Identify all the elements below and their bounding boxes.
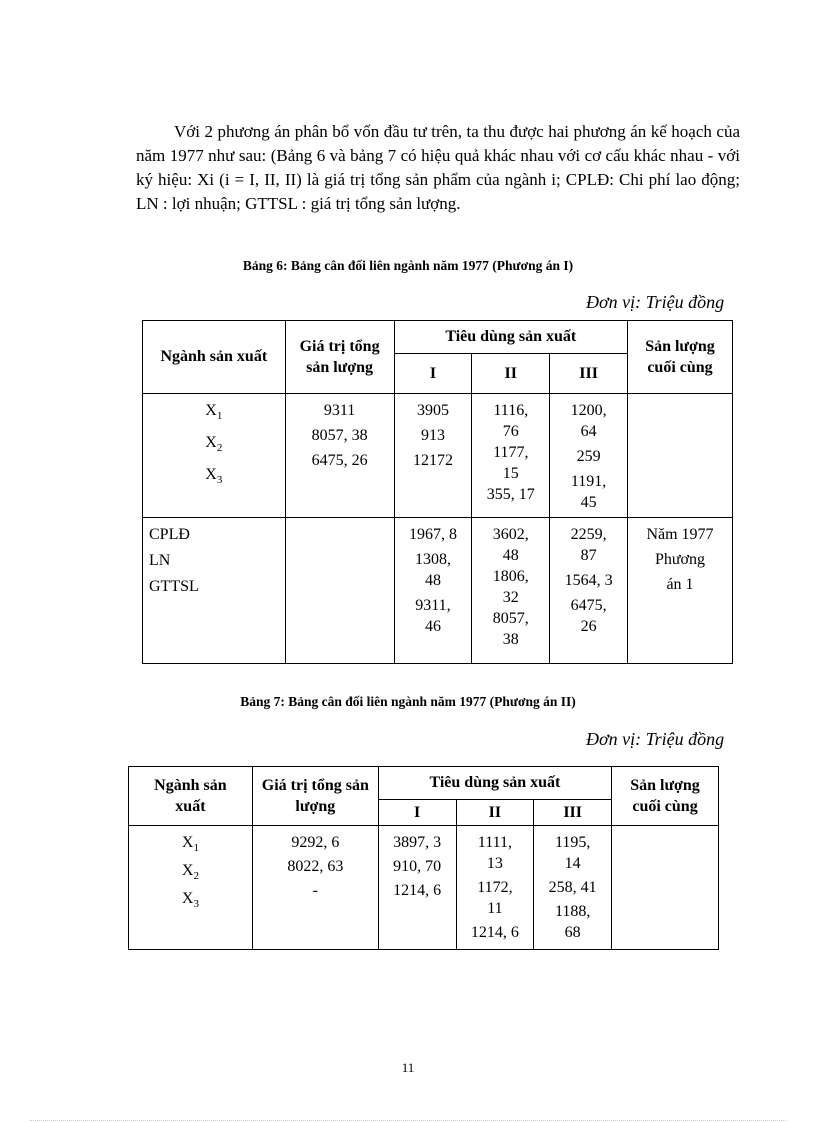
t7-final-empty bbox=[612, 826, 719, 950]
t6-col3-line: 259 bbox=[576, 448, 601, 465]
x2-label: $X_2$ bbox=[205, 434, 223, 455]
x3-label: $X_3$ bbox=[205, 466, 223, 487]
t6-col1-x2: 913 bbox=[420, 427, 445, 444]
t6-bottom-col3-line: 2259, bbox=[570, 526, 607, 543]
t7-header-col3: III bbox=[534, 800, 612, 826]
t7-header-consumption: Tiêu dùng sản xuất bbox=[378, 767, 611, 800]
t6-bottom-col2-line: 3602, bbox=[492, 526, 529, 543]
t7-gross-x3: - bbox=[312, 882, 318, 899]
t7-header-gross: Giá trị tổng sản lượng bbox=[252, 767, 378, 826]
intro-paragraph: Với 2 phương án phân bổ vốn đầu tư trên, ta thu được hai phương án kế hoạch của năm 1977 như sau: (Bảng 6 và bảng 7 có hiệu quả khác nhau với cơ cấu khác nhau - với ký hiệu: Xi (i = I, II, II) là giá trị tổng sản phẩm của ngành i; CPLĐ: Chi phí lao động; LN : lợi nhuận; GTTSL : giá trị tổng sản lượng. bbox=[136, 122, 740, 213]
x2-label: $X_2$ bbox=[181, 862, 199, 883]
t6-col2-line: 76 bbox=[502, 423, 519, 440]
t6-gross-x1: 9311 bbox=[323, 402, 356, 419]
footer-divider bbox=[30, 1120, 786, 1121]
t7-col2-line: 1111, bbox=[477, 834, 513, 851]
t6-bottom-col2-line: 32 bbox=[502, 589, 519, 606]
t6-col3-values bbox=[550, 394, 628, 518]
t7-x-labels bbox=[129, 826, 253, 950]
t6-bottom-col3-line: 1564, 3 bbox=[564, 572, 613, 589]
t6-final-empty bbox=[628, 394, 733, 518]
t6-bottom-col3-line: 87 bbox=[580, 547, 597, 564]
t7-col1-values bbox=[378, 826, 456, 950]
t7-gross-x1: 9292, 6 bbox=[291, 834, 340, 851]
t6-col2-values bbox=[472, 394, 550, 518]
t7-col1-x3: 1214, 6 bbox=[393, 882, 442, 899]
t7-col3-line: 68 bbox=[564, 924, 581, 941]
t7-col3-values bbox=[534, 826, 612, 950]
x1-label: $X_1$ bbox=[181, 834, 199, 855]
t6-x-labels bbox=[143, 394, 286, 518]
t6-bottom-col2-line: 8057, bbox=[492, 610, 529, 627]
cpld-label: CPLĐ bbox=[149, 526, 190, 543]
t6-bottom-col2-line: 48 bbox=[502, 547, 519, 564]
t6-col3-line: 64 bbox=[580, 423, 597, 440]
table6 bbox=[142, 320, 733, 664]
table7-caption: Bảng 7: Bảng cân đối liên ngành năm 1977 (Phương án II) bbox=[240, 694, 576, 709]
t6-bottom-col1 bbox=[394, 518, 472, 664]
t7-col2-line: 1172, bbox=[477, 879, 513, 896]
t6-bottom-col2-line: 1806, bbox=[492, 568, 529, 585]
t6-bottom-col1-line: 46 bbox=[424, 618, 441, 635]
t6-bottom-col3 bbox=[550, 518, 628, 664]
t6-header-col3: III bbox=[550, 354, 628, 394]
t7-header-final: Sản lượng cuối cùng bbox=[612, 767, 719, 826]
t7-col2-line: 11 bbox=[487, 900, 503, 917]
t6-bottom-final-line: Phương bbox=[654, 551, 706, 568]
t7-col3-line: 1195, bbox=[554, 834, 591, 851]
table6-caption: Bảng 6: Bảng cân đối liên ngành năm 1977 (Phương án I) bbox=[242, 258, 574, 273]
table7 bbox=[128, 766, 719, 950]
t6-bottom-col1-line: 1308, bbox=[414, 551, 451, 568]
t7-col3-line: 258, 41 bbox=[548, 879, 597, 896]
t6-col3-line: 1200, bbox=[570, 402, 607, 419]
t6-col1-values bbox=[394, 394, 472, 518]
t6-header-col1: I bbox=[394, 354, 472, 394]
ln-label: LN bbox=[149, 552, 171, 569]
t7-header-col2: II bbox=[456, 800, 534, 826]
t7-col3-line: 1188, bbox=[554, 903, 591, 920]
t7-header-col1: I bbox=[378, 800, 456, 826]
t6-bottom-col2 bbox=[472, 518, 550, 664]
t7-col3-line: 14 bbox=[564, 855, 581, 872]
t6-col2-line: 15 bbox=[502, 465, 519, 482]
t6-gross-x2: 8057, 38 bbox=[311, 427, 368, 444]
t6-col1-x3: 12172 bbox=[412, 452, 453, 469]
t6-header-gross: Giá trị tổng sản lượng bbox=[285, 321, 394, 394]
x1-label: $X_1$ bbox=[205, 402, 223, 423]
t6-bottom-gross-empty bbox=[285, 518, 394, 664]
t6-bottom-labels bbox=[143, 518, 286, 664]
t7-col2-line: 1214, 6 bbox=[470, 924, 519, 941]
t6-bottom-final bbox=[628, 518, 733, 664]
t7-col2-values bbox=[456, 826, 534, 950]
t6-gross-x3: 6475, 26 bbox=[311, 452, 368, 469]
t6-col2-line: 1177, bbox=[493, 444, 529, 461]
t6-col2-line: 355, 17 bbox=[486, 486, 535, 503]
page-number: 11 bbox=[401, 1060, 415, 1075]
t6-bottom-col1-line: 1967, 8 bbox=[408, 526, 457, 543]
t7-header-sector: Ngành sản xuất bbox=[129, 767, 253, 826]
t6-bottom-col2-line: 38 bbox=[502, 631, 519, 648]
t7-gross-values bbox=[252, 826, 378, 950]
t6-col1-x1: 3905 bbox=[416, 402, 449, 419]
t6-bottom-col3-line: 6475, bbox=[570, 597, 607, 614]
t6-header-col2: II bbox=[472, 354, 550, 394]
t6-bottom-col1-line: 9311, bbox=[415, 597, 451, 614]
table6-unit: Đơn vị: Triệu đồng bbox=[586, 292, 725, 312]
x3-label: $X_3$ bbox=[181, 890, 199, 911]
t7-col1-x2: 910, 70 bbox=[393, 858, 442, 875]
t6-col3-line: 1191, bbox=[570, 473, 607, 490]
t6-col3-line: 45 bbox=[580, 494, 597, 511]
gttsl-label: GTTSL bbox=[149, 578, 199, 595]
t6-bottom-final-line: Năm 1977 bbox=[646, 526, 714, 543]
t6-bottom-final-line: án 1 bbox=[666, 576, 694, 593]
t6-bottom-col1-line: 48 bbox=[424, 572, 441, 589]
t6-header-sector: Ngành sản xuất bbox=[143, 321, 286, 394]
t7-col1-x1: 3897, 3 bbox=[393, 834, 442, 851]
t6-bottom-col3-line: 26 bbox=[580, 618, 597, 635]
table7-unit: Đơn vị: Triệu đồng bbox=[586, 729, 725, 749]
t7-gross-x2: 8022, 63 bbox=[287, 858, 344, 875]
t6-header-consumption: Tiêu dùng sản xuất bbox=[394, 321, 627, 354]
t7-col2-line: 13 bbox=[486, 855, 503, 872]
t6-col2-line: 1116, bbox=[493, 402, 529, 419]
t6-gross-values bbox=[285, 394, 394, 518]
t6-header-final: Sản lượng cuối cùng bbox=[628, 321, 733, 394]
